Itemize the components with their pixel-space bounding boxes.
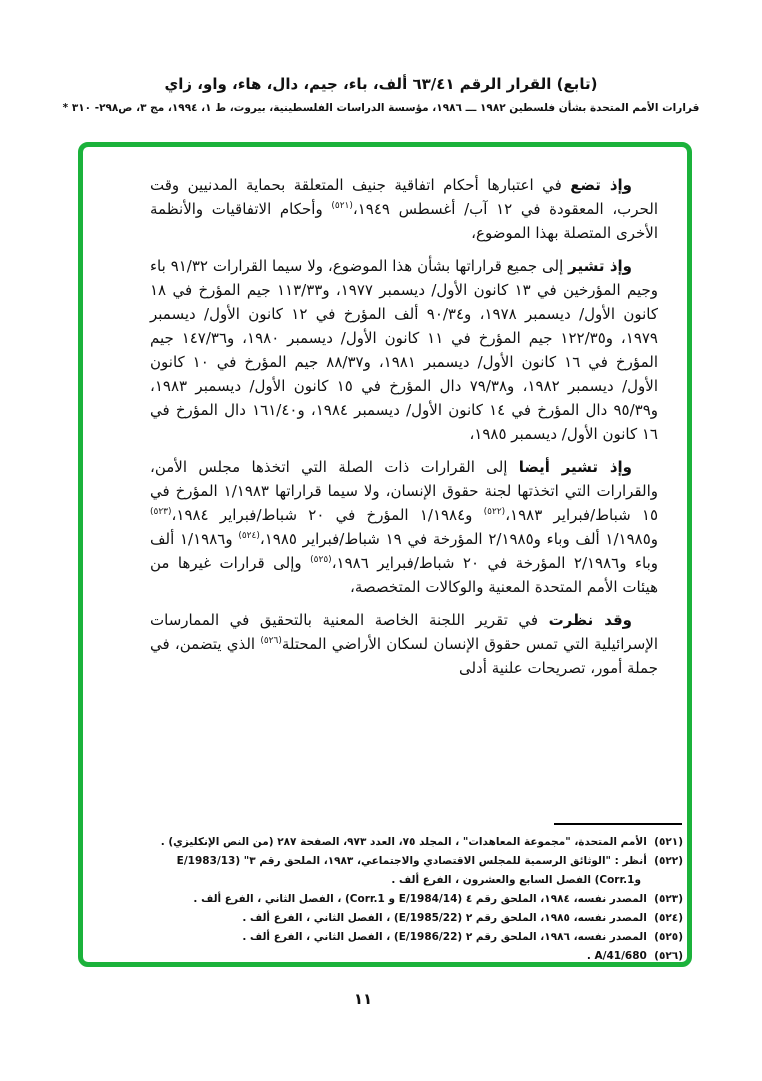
footnote-marker: (٥٢١) xyxy=(646,836,683,848)
footnote-marker: (٥٢٣) xyxy=(646,893,683,905)
body-paragraph xyxy=(150,455,658,599)
footnote-text: المصدر نفسه، ١٩٨٤، الملحق رقم ٤ (E/1984/14 و Corr.1) ، الفصل الثاني ، الفرع ألف . xyxy=(193,893,647,905)
footnote-item xyxy=(147,947,683,966)
page-header xyxy=(0,74,762,115)
paragraph-lead: وإذ تشير xyxy=(568,257,632,275)
footnote-ref: (٥٢٣) xyxy=(150,507,172,517)
paragraph-text: إلى جميع قراراتها بشأن هذا الموضوع، ولا سيما القرارات ٩١/٣٢ باء وجيم المؤرخين في ١٣ كانون الأول/ ديسمبر ١٩٧٧، و١١٣/٣٣ جيم المؤرخ في ١٨ كانون الأول/ ديسمبر ١٩٧٨، و٩٠/٣٤ ألف المؤرخ في ١٢ كانون الأول/ ديسمبر ١٩٧٩، و١٢٢/٣٥ جيم المؤرخ في ١١ كانون الأول/ ديسمبر ١٩٨٠، و١٤٧/٣٦ جيم المؤرخ في ١٦ كانون الأول/ ديسمبر ١٩٨١، و٨٨/٣٧ جيم المؤرخ في ١٠ كانون الأول/ ديسمبر ١٩٨٢، و٧٩/٣٨ دال المؤرخ في ١٥ كانون الأول/ ديسمبر ١٩٨٣، و٩٥/٣٩ دال المؤرخ في ١٤ كانون الأول/ ديسمبر ١٩٨٤، و١٦١/٤٠ دال المؤرخ في ١٦ كانون الأول/ ديسمبر ١٩٨٥، xyxy=(150,257,659,443)
footnote-item xyxy=(147,928,683,947)
footnote-ref: (٥٢٢) xyxy=(483,507,506,517)
body-paragraph xyxy=(150,254,658,446)
paragraph-text: في اعتبارها أحكام اتفاقية جنيف المتعلقة بحماية المدنيين وقت الحرب، المعقودة في ١٢ آب/ أغسطس ١٩٤٩، xyxy=(150,176,658,218)
paragraph-text: و١/١٩٨٥ ألف وباء و٢/١٩٨٥ المؤرخة في ١٩ شباط/فبراير ١٩٨٥، xyxy=(259,530,659,548)
footnote-ref: (٥٢٥) xyxy=(310,555,332,565)
footnote-item xyxy=(147,852,683,890)
paragraph-text: في تقرير اللجنة الخاصة المعنية بالتحقيق في الممارسات الإسرائيلية التي تمس حقوق الإنسان لسكان الأراضي المحتلة xyxy=(150,611,658,653)
footnote-text: الأمم المتحدة، "مجموعة المعاهدات" ، المجلد ٧٥، العدد ٩٧٣، الصفحة ٢٨٧ (من النص الإنكليزي) . xyxy=(160,836,647,848)
paragraph-text: وإلى قرارات غيرها من هيئات الأمم المتحدة المعنية والوكالات المتخصصة، xyxy=(150,554,658,596)
paragraph-lead: وإذ تضع xyxy=(570,176,633,194)
body-paragraph xyxy=(150,608,658,680)
footnotes-block xyxy=(147,833,683,966)
footnote-text: أنظر : "الوثائق الرسمية للمجلس الاقتصادي والاجتماعي، ١٩٨٣، الملحق رقم ٣" (E/1983/13 وCorr.1) الفصل السابع والعشرون ، الفرع ألف . xyxy=(176,855,647,886)
paragraph-text: إلى القرارات ذات الصلة التي اتخذها مجلس الأمن، والقرارات التي اتخذتها لجنة حقوق الإنسان، ولا سيما قراراتها ١/١٩٨٣ المؤرخ في ١٥ شباط/فبراير ١٩٨٣، xyxy=(150,458,659,524)
footnote-text: المصدر نفسه، ١٩٨٦، الملحق رقم ٢ (E/1986/22) ، الفصل الثاني ، الفرع ألف . xyxy=(242,931,647,943)
footnote-text: المصدر نفسه، ١٩٨٥، الملحق رقم ٢ (E/1985/22) ، الفصل الثاني ، الفرع ألف . xyxy=(242,912,647,924)
paragraph-text: الذي يتضمن، في جملة أمور، تصريحات علنية أدلى xyxy=(150,635,658,677)
body-text xyxy=(150,173,658,689)
footnote-text: A/41/680 . xyxy=(586,950,647,962)
footnote-ref: (٥٢٤) xyxy=(238,531,260,541)
document-source-line: قرارات الأمم المتحدة بشأن فلسطين ١٩٨٢ ـــ ١٩٨٦، مؤسسة الدراسات الفلسطينية، بيروت، ط ١، ١٩٩٤، مج ٣، ص٢٩٨- ٣١٠ * xyxy=(62,102,700,114)
paragraph-text: و١/١٩٨٤ المؤرخ في ٢٠ شباط/فبراير ١٩٨٤، xyxy=(171,506,484,524)
footnote-item xyxy=(147,833,683,852)
footnote-item xyxy=(147,909,683,928)
page-number: ١١ xyxy=(353,990,373,1008)
footnote-ref: (٥٢١) xyxy=(331,201,353,211)
footnote-marker: (٥٢٦) xyxy=(646,950,683,962)
footnote-marker: (٥٢٥) xyxy=(646,931,683,943)
footnote-marker: (٥٢٤) xyxy=(646,912,683,924)
paragraph-text: و١/١٩٨٦ ألف وباء و٢/١٩٨٦ المؤرخة في ٢٠ شباط/فبراير ١٩٨٦، xyxy=(150,530,659,572)
paragraph-lead: وقد نظرت xyxy=(548,611,633,629)
paragraph-lead: وإذ تشير أيضا xyxy=(518,458,632,476)
footnote-ref: (٥٢٦) xyxy=(260,636,282,646)
footnote-item xyxy=(147,890,683,909)
content-frame xyxy=(78,142,692,967)
body-paragraph xyxy=(150,173,658,245)
paragraph-text: وأحكام الاتفاقيات والأنظمة الأخرى المتصلة بهذا الموضوع، xyxy=(150,200,658,242)
document-title: (تابع) القرار الرقم ٦٣/٤١ ألف، باء، جيم، دال، هاء، واو، زاي xyxy=(164,75,598,93)
footnote-separator xyxy=(554,823,682,825)
footnote-marker: (٥٢٢) xyxy=(646,855,683,867)
